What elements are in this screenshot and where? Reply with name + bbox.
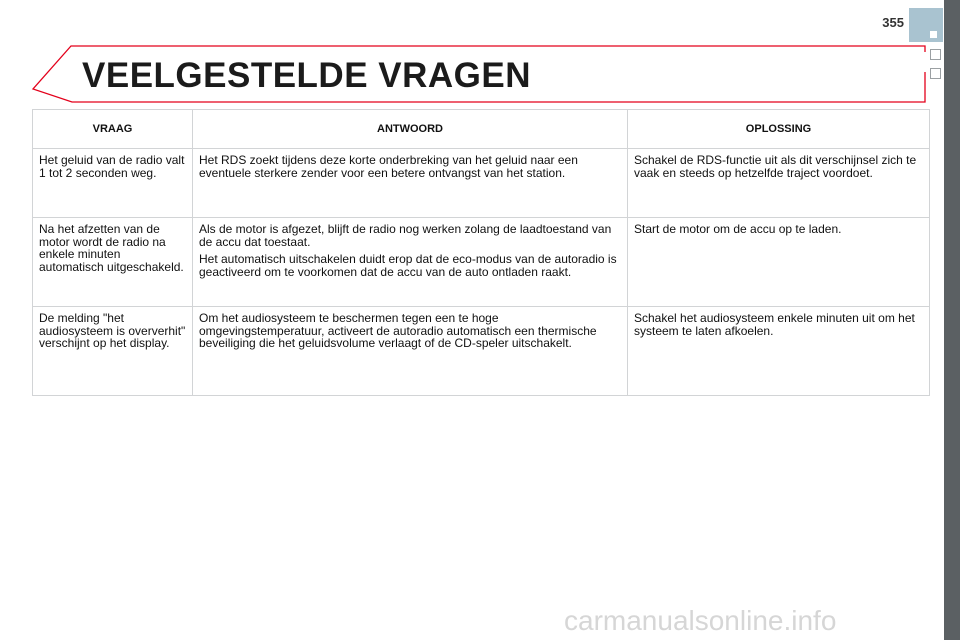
column-header-vraag: VRAAG <box>33 110 193 149</box>
antwoord-cell <box>193 307 628 396</box>
table-header-row <box>33 110 930 149</box>
vraag-cell: De melding "het audiosysteem is oververhit" verschijnt op het display. <box>33 307 193 396</box>
table-row <box>33 307 930 396</box>
column-header-oplossing: OPLOSSING <box>628 110 930 149</box>
vraag-cell: Het geluid van de radio valt 1 tot 2 seconden weg. <box>33 149 193 218</box>
chapter-marker-empty-1 <box>930 49 941 60</box>
page-number: 355 <box>882 15 904 30</box>
antwoord-cell <box>193 218 628 307</box>
faq-table <box>32 109 930 396</box>
antwoord-paragraph: Het automatisch uitschakelen duidt erop dat de eco-modus van de autoradio is geactiveerd om te voorkomen dat de accu van de auto ontladen raakt. <box>199 252 617 279</box>
antwoord-paragraph: Als de motor is afgezet, blijft de radio nog werken zolang de laadtoestand van de accu dat toestaat. <box>199 222 612 249</box>
oplossing-cell: Schakel het audiosysteem enkele minuten uit om het systeem te laten afkoelen. <box>628 307 930 396</box>
watermark: carmanualsonline.info <box>564 605 837 636</box>
chapter-tab-marker <box>930 31 937 38</box>
oplossing-cell: Schakel de RDS-functie uit als dit verschijnsel zich te vaak en steeds op hetzelfde traject voordoet. <box>628 149 930 218</box>
page-title: VEELGESTELDE VRAGEN <box>82 56 532 95</box>
vraag-cell: Na het afzetten van de motor wordt de radio na enkele minuten automatisch uitgeschakeld. <box>33 218 193 307</box>
side-bar <box>944 0 960 640</box>
column-header-antwoord: ANTWOORD <box>193 110 628 149</box>
antwoord-paragraph: Het RDS zoekt tijdens deze korte onderbreking van het geluid naar een eventuele sterkere zender voor een betere ontvangst van het station. <box>199 153 578 180</box>
table-row <box>33 149 930 218</box>
antwoord-paragraph: Om het audiosysteem te beschermen tegen een te hoge omgevingstemperatuur, activeert de autoradio automatisch een thermische beveiliging die het geluidsvolume verlaagt of de CD-speler uitschakelt. <box>199 311 597 350</box>
table-row <box>33 218 930 307</box>
antwoord-cell <box>193 149 628 218</box>
oplossing-cell: Start de motor om de accu op te laden. <box>628 218 930 307</box>
chapter-marker-empty-2 <box>930 68 941 79</box>
